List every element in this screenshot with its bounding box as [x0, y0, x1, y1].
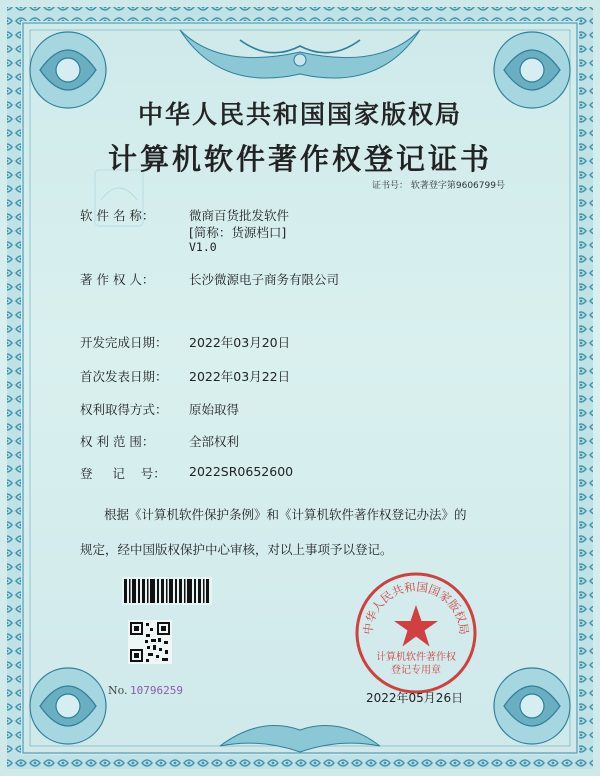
rights-scope-label: 权 利 范 围： [80, 434, 155, 449]
seal-line-2: 登记专用章 [391, 665, 441, 676]
software-version: V1.0 [189, 240, 217, 254]
completion-date-label: 开发完成日期： [80, 335, 168, 350]
certificate-title: 计算机软件著作权登记证书 [107, 142, 492, 176]
top-crest [180, 30, 420, 78]
seal-line-1: 计算机软件著作权 [376, 652, 456, 663]
publication-date-label: 首次发表日期： [80, 369, 168, 384]
software-name-value: 微商百货批发软件 [189, 208, 290, 223]
registration-number-value: 2022SR0652600 [189, 464, 294, 479]
bottom-crest [220, 726, 380, 752]
rights-scope-value: 全部权利 [189, 434, 240, 449]
completion-date-value: 2022年03月20日 [189, 335, 291, 350]
copyright-owner-value: 长沙微源电子商务有限公司 [189, 272, 340, 287]
qr-code [128, 620, 172, 664]
issuing-authority-title: 中华人民共和国国家版权局 [137, 100, 462, 129]
acquisition-method-label: 权利取得方式： [80, 402, 168, 417]
copyright-owner-label: 著 作 权 人： [80, 272, 155, 287]
publication-date-value: 2022年03月22日 [189, 369, 291, 384]
corner-ornament-bl [30, 668, 106, 744]
serial-number-value: 10796259 [130, 684, 183, 697]
corner-ornament-br [494, 668, 570, 744]
seal-ring-text: 中华人民共和国国家版权局 [360, 579, 472, 636]
certificate-number: 证书号： 软著登字第9606799号 [372, 181, 505, 191]
statement-line-2: 规定，经中国版权保护中心审核，对以上事项予以登记。 [80, 542, 393, 557]
seal-star-icon [394, 605, 438, 647]
statement-line-1: 根据《计算机软件保护条例》和《计算机软件著作权登记办法》的 [104, 507, 467, 522]
issue-date: 2022年05月26日 [366, 691, 464, 705]
official-seal [352, 569, 480, 697]
software-short-name: [简称：货源档口] [189, 225, 287, 240]
registration-number-label: 登 记 号： [80, 466, 166, 481]
serial-number-label: No. [108, 684, 128, 697]
software-name-label: 软 件 名 称： [80, 208, 155, 223]
acquisition-method-value: 原始取得 [189, 402, 240, 417]
barcode [122, 577, 212, 605]
